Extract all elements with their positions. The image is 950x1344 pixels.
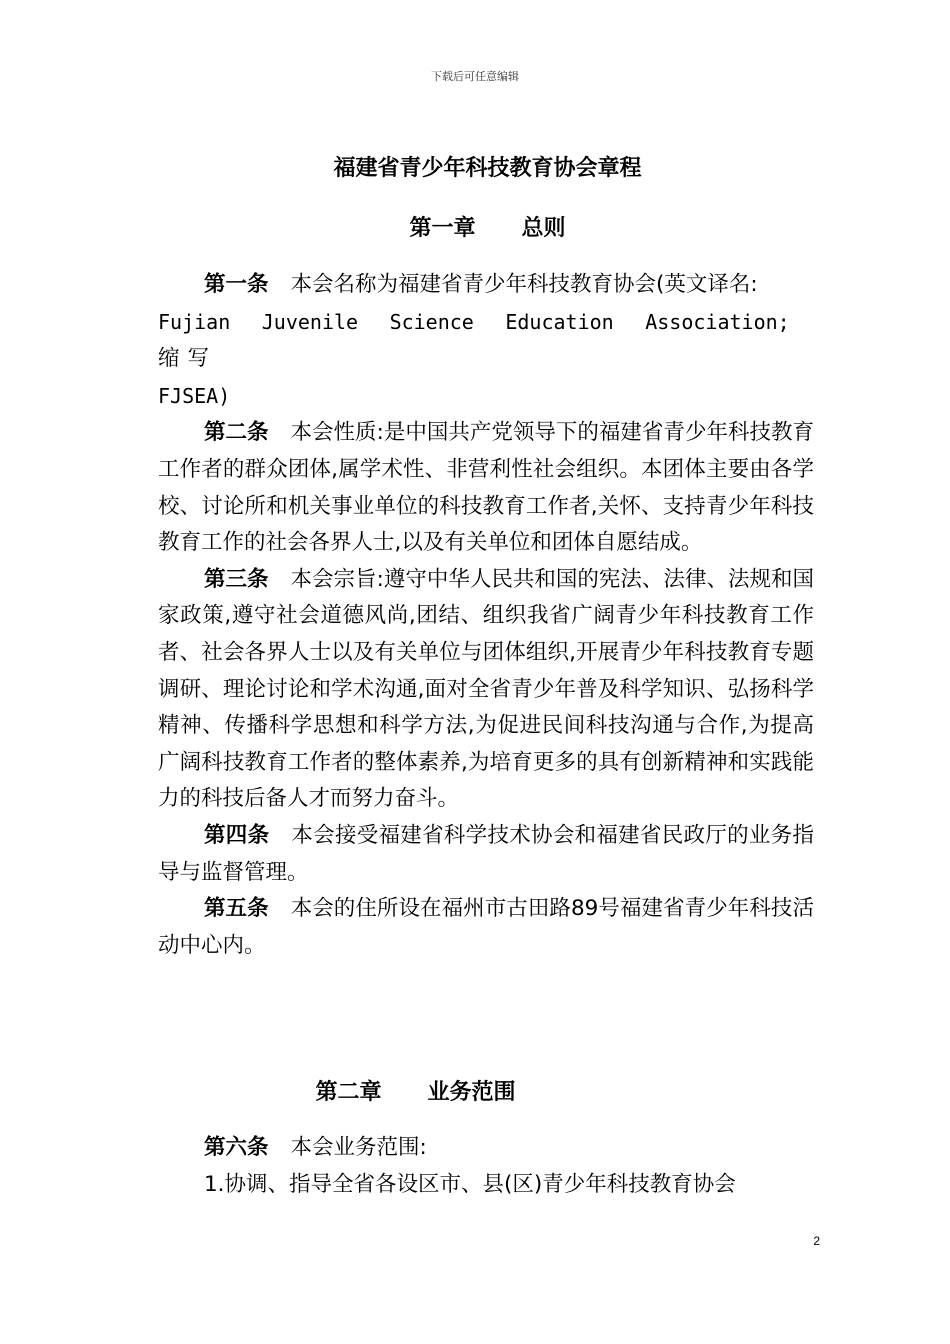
article-3-text: 本会宗旨:遵守中华人民共和国的宪法、法律、法规和国家政策,遵守社会道德风尚,团结、组织我省广阔青少年科技教育工作者、社会各界人士以及有关单位与团体组织,开展青少年科技教育专题调研、理论讨论和学术沟通,面对全省青少年普及科学知识、弘扬科学精神、传播科学思想和科学方法,为促进民间科技沟通与合作,为提高广阔科技教育工作者的整体素养,为培育更多的具有创新精神和实践能力的科技后备人才而努力奋斗。 — [158, 566, 814, 812]
article-1-abbreviation: FJSEA) — [158, 383, 231, 408]
chapter-2-heading — [0, 1075, 903, 1106]
chapter-1-title: 总则 — [521, 216, 566, 241]
article-1-label: 第一条 — [204, 272, 269, 297]
article-5-label: 第五条 — [204, 896, 269, 922]
article-4-label: 第四条 — [204, 822, 270, 848]
article-6-item-1: 1.协调、指导全省各设区市、县(区)青少年科技教育协会 — [204, 1171, 736, 1197]
article-2-text: 本会性质:是中国共产党领导下的福建省青少年科技教育工作者的群众团体,属学术性、非营利性社会组织。本团体主要由各学校、讨论所和机关事业单位的科技教育工作者,关怀、支持青少年科技教育工作的社会各界人士,以及有关单位和团体自愿结成。 — [158, 420, 814, 556]
chapter-2-number: 第二章 — [315, 1080, 382, 1105]
article-2 — [158, 415, 814, 561]
chapter-2-body — [158, 1130, 814, 1203]
chapter-1-number: 第一章 — [409, 216, 476, 241]
article-1 — [158, 267, 814, 415]
article-4-text: 本会接受福建省科学技术协会和福建省民政厅的业务指导与监督管理。 — [158, 822, 814, 885]
document-title: 福建省青少年科技教育协会章程 — [333, 156, 642, 181]
chapter-2-title: 业务范围 — [427, 1080, 516, 1105]
article-6-label: 第六条 — [204, 1135, 269, 1160]
article-1-text: 本会名称为福建省青少年科技教育协会(英文译名: — [290, 272, 758, 297]
article-1-abbr-label: 缩写 — [158, 346, 218, 372]
page-number: 2 — [813, 1234, 820, 1248]
header-note: 下载后可任意编辑 — [431, 70, 519, 83]
chapter-1-heading — [0, 211, 950, 242]
article-4 — [158, 818, 814, 891]
chapter-1-body — [158, 267, 814, 964]
article-3-label: 第三条 — [204, 566, 269, 592]
article-6 — [158, 1130, 814, 1167]
article-5-text: 本会的住所设在福州市古田路89号福建省青少年科技活动中心内。 — [158, 896, 814, 958]
article-1-english-name: Fujian Juvenile Science Education Association; — [158, 309, 790, 334]
article-2-label: 第二条 — [204, 420, 269, 446]
article-5 — [158, 891, 814, 964]
article-3 — [158, 562, 814, 818]
article-6-text: 本会业务范围: — [290, 1135, 427, 1160]
